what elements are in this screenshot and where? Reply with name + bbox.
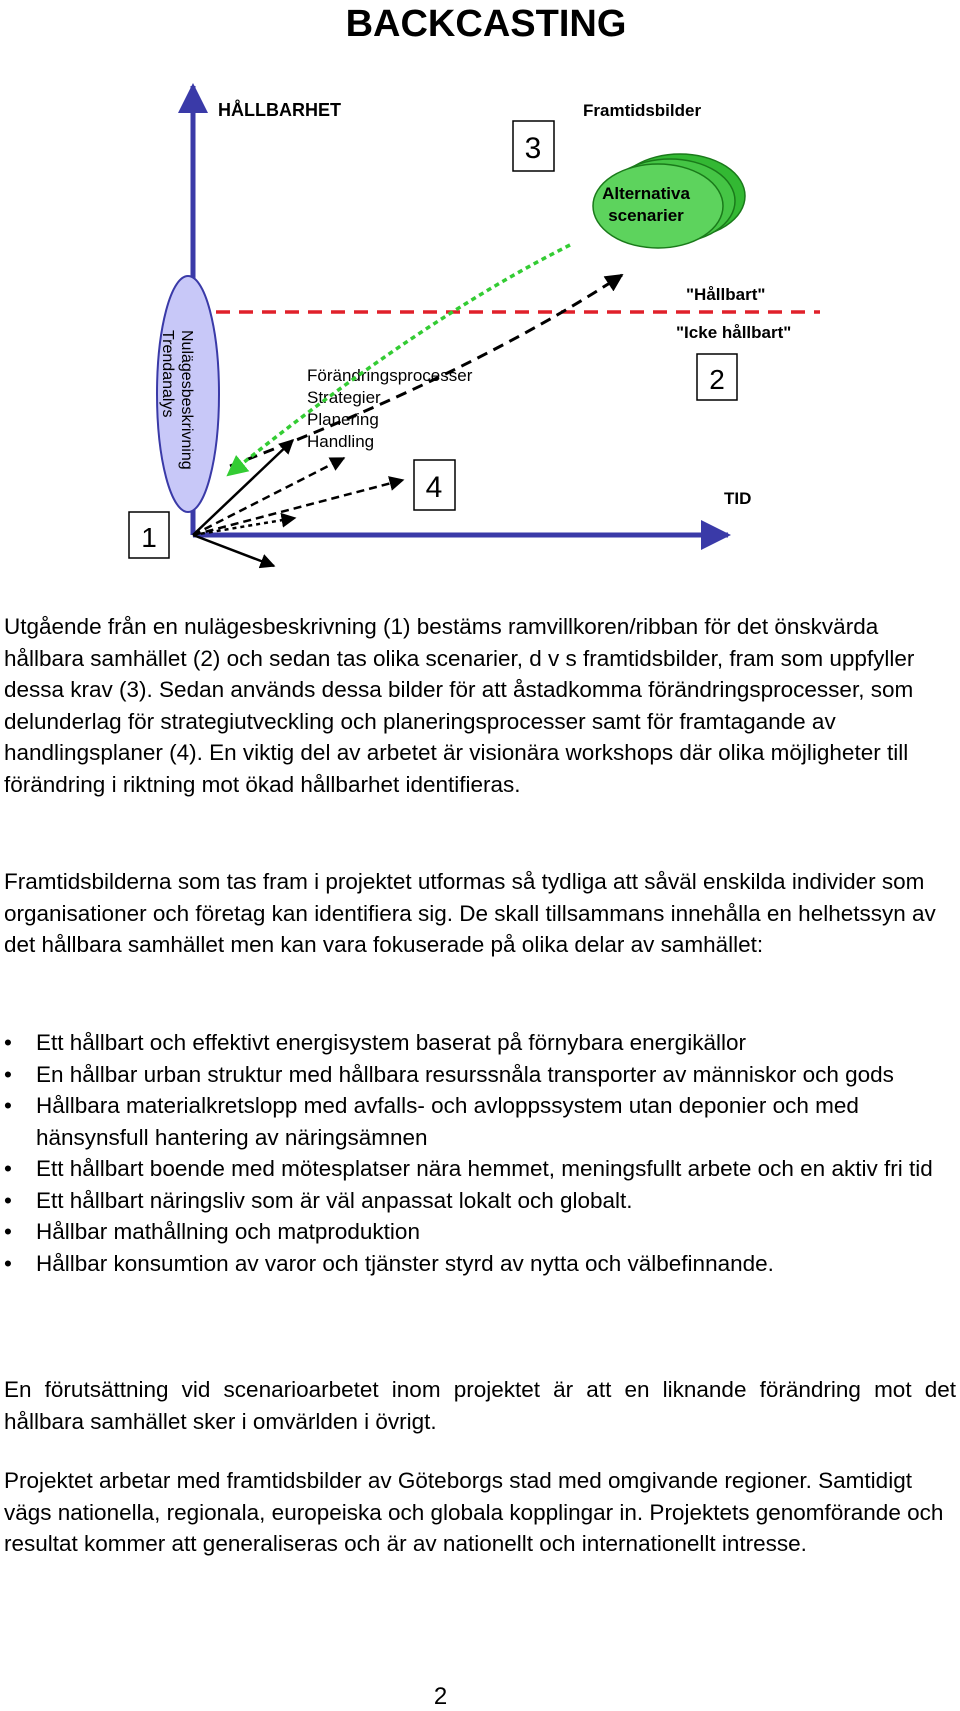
- paragraph-future-images: [4, 866, 956, 961]
- green-backcasting-arrow: [228, 245, 570, 475]
- list-item: [4, 1216, 956, 1248]
- paragraph-future-images-text: Framtidsbilderna som tas fram i projektet utformas så tydliga att såväl enskilda individer som organisationer och företag kan identifiera sig. De skall tillsammans innehålla en helhetssyn av det hållbara samhället men kan vara fokuserade på olika delar av samhället:: [4, 869, 936, 957]
- paragraph-precondition-text: En förutsättning vid scenarioarbetet inom projektet är att en liknande förändring mot det hållbara samhället sker i omvärlden i övrigt.: [4, 1377, 956, 1434]
- list-item: [4, 1185, 956, 1217]
- fan-arrow-2: [193, 458, 344, 535]
- box-2: [697, 354, 737, 400]
- unsustainable-label: "Icke hållbart": [676, 323, 792, 342]
- fan-arrow-3: [193, 480, 403, 535]
- paragraph-precondition: [4, 1374, 956, 1437]
- fan-arrow-5: [193, 535, 274, 566]
- list-item-text: Ett hållbart näringsliv som är väl anpassat lokalt och globalt.: [36, 1187, 633, 1213]
- page-number: 2: [433, 1683, 448, 1710]
- box-3: [513, 121, 554, 171]
- process-label-strategies: Strategier: [307, 388, 381, 407]
- list-item-text: En hållbar urban struktur med hållbara resurssnåla transporter av människor och gods: [36, 1061, 894, 1087]
- box-2-label: 2: [709, 364, 725, 395]
- list-item-text: Hållbar konsumtion av varor och tjänster styrd av nytta och välbefinnande.: [36, 1250, 774, 1276]
- list-item-text: Hållbar mathållning och matproduktion: [36, 1219, 420, 1244]
- trend-analysis-label: Trendanalys: [159, 330, 176, 418]
- bullet-list: [4, 1027, 956, 1279]
- list-item: [4, 1153, 956, 1185]
- paragraph-project: [4, 1465, 956, 1560]
- box-1-label: 1: [141, 522, 157, 553]
- bullet-glyph: •: [4, 1156, 12, 1181]
- paragraph-intro: [4, 611, 956, 800]
- diagram-title: BACKCASTING: [345, 3, 627, 45]
- list-item: [4, 1027, 956, 1059]
- x-axis-label: TID: [724, 489, 752, 508]
- scenario-label-line2: scenarier: [608, 206, 684, 225]
- box-4-label: 4: [425, 471, 443, 504]
- box-1: [129, 512, 169, 558]
- bullet-glyph: •: [4, 1030, 12, 1055]
- process-label-change: Förändringsprocesser: [307, 366, 473, 385]
- list-item: [4, 1090, 956, 1153]
- paragraph-intro-text: Utgående från en nulägesbeskrivning (1) bestäms ramvillkoren/ribban för det önskvärda hållbara samhället (2) och sedan tas olika scenarier, d v s framtidsbilder, fram som uppfyller dessa krav (3). Sedan används dessa bilder för att åstadkomma förändringsprocesser, som delunderlag för strategiutveckling och planeringsprocesser samt för framtagande av handlingsplaner (4). En viktig del av arbetet är visionära workshops där olika möjligheter till förändring i riktning mot ökad hållbarhet identifieras.: [4, 614, 915, 797]
- bullet-glyph: •: [4, 1250, 12, 1276]
- bullet-glyph: •: [4, 1219, 12, 1244]
- bullet-glyph: •: [4, 1187, 12, 1213]
- list-item-text: Ett hållbart boende med mötesplatser nära hemmet, meningsfullt arbete och en aktiv fri tid: [36, 1156, 933, 1181]
- bullet-glyph: •: [4, 1093, 12, 1118]
- list-item: [4, 1059, 956, 1091]
- process-label-action: Handling: [307, 432, 375, 451]
- process-label-planning: Planering: [307, 410, 379, 429]
- current-state-label: Nulägesbeskrivning: [178, 330, 195, 470]
- list-item-text: Hållbara materialkretslopp med avfalls- och avloppssystem utan deponier och med hänsynsfull hantering av näringsämnen: [36, 1093, 859, 1150]
- scenario-label-line1: Alternativa: [602, 184, 690, 203]
- bullet-glyph: •: [4, 1061, 12, 1087]
- backcasting-diagram: [0, 0, 960, 580]
- list-item-text: Ett hållbart och effektivt energisystem baserat på förnybara energikällor: [36, 1030, 746, 1055]
- y-axis-label: HÅLLBARHET: [218, 100, 341, 120]
- box-3-label: 3: [524, 132, 542, 165]
- box-4: [414, 460, 455, 510]
- paragraph-project-text: Projektet arbetar med framtidsbilder av Göteborgs stad med omgivande regioner. Samtidigt vägs nationella, regionala, europeiska och globala kopplingar in. Projektets genomförande och resultat kommer att generaliseras och är av nationellt och internationellt intresse.: [4, 1468, 944, 1556]
- list-item: [4, 1248, 956, 1280]
- future-images-label: Framtidsbilder: [583, 101, 702, 120]
- sustainable-label: "Hållbart": [686, 285, 766, 304]
